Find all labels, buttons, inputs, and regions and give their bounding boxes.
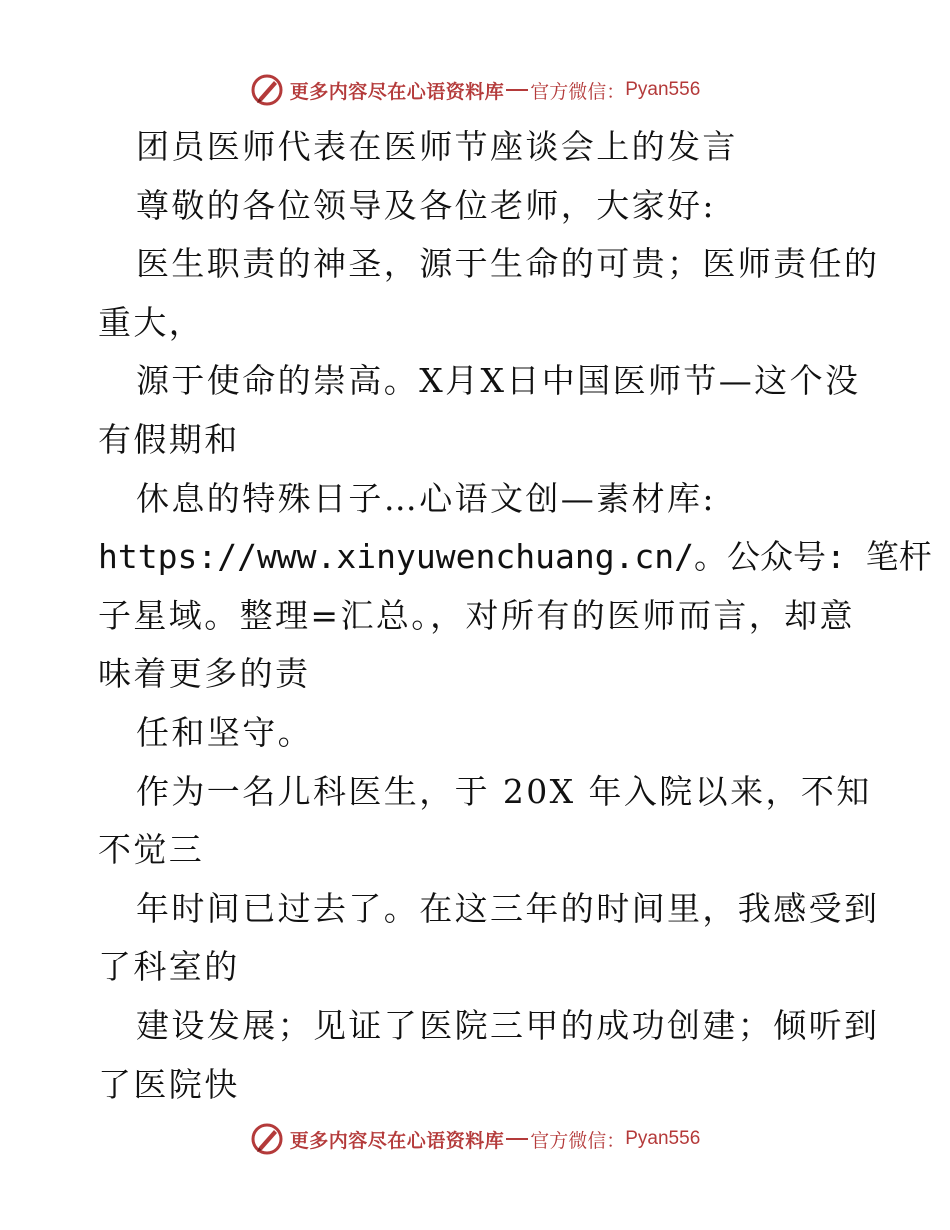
paragraph-line: 任和坚守。 [136,712,313,752]
paragraph-line: 源于使命的崇高。X月X日中国医师节—这个没 [136,361,861,401]
paragraph-line: 重大， [98,302,205,342]
paragraph-line: 不觉三 [98,830,205,870]
watermark-brand-text: 更多内容尽在心语资料库 [289,1129,505,1152]
watermark-brand-text: 更多内容尽在心语资料库 [289,80,505,103]
watermark-wechat-id: Pyan556 [625,79,701,100]
watermark-sub-text: 官方微信： [530,1129,626,1152]
paragraph-line: 有假期和 [98,419,240,459]
document-body [98,118,932,1114]
footer-watermark [0,1119,950,1159]
paragraph-line: 味着更多的责 [98,654,311,694]
paragraph-line-url: https://www.xinyuwenchuang.cn/。公众号: 笔杆 [98,537,932,577]
paragraph-line: 医生职责的神圣，源于生命的可贵；医师责任的 [136,244,880,284]
watermark-wechat-id: Pyan556 [625,1128,701,1149]
paragraph-line: 建设发展；见证了医院三甲的成功创建；倾听到 [136,1005,880,1045]
watermark-dash [506,89,528,91]
paragraph-line: 尊敬的各位领导及各位老师，大家好: [136,185,716,225]
paragraph-line: 作为一名儿科医生，于 20X 年入院以来，不知 [136,771,872,811]
pen-logo-icon [250,73,284,107]
header-watermark [0,70,950,110]
watermark-sub-text: 官方微信： [530,80,626,103]
paragraph-line: 休息的特殊日子…心语文创—素材库: [136,478,716,518]
watermark-dash [506,1138,528,1140]
document-title: 团员医师代表在医师节座谈会上的发言 [136,127,738,166]
pen-logo-icon [250,1122,284,1156]
paragraph-line: 子星域。整理=汇总。，对所有的医师而言，却意 [98,595,855,635]
paragraph-line: 了科室的 [98,947,240,987]
paragraph-line: 了医院快 [98,1064,240,1104]
paragraph-line: 年时间已过去了。在这三年的时间里，我感受到 [136,888,880,928]
